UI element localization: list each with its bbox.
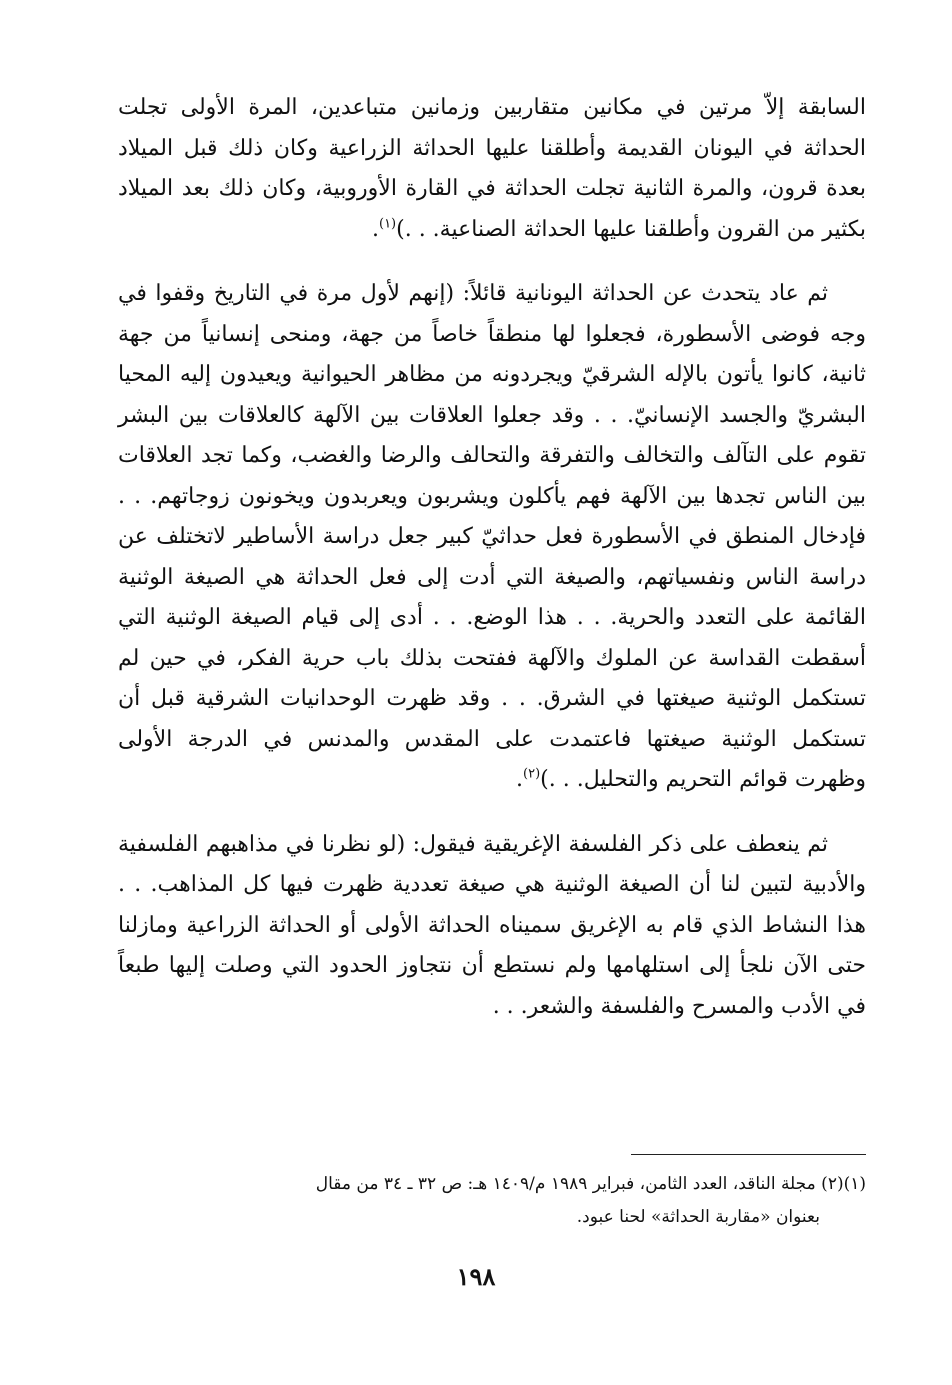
footnote-line: بعنوان «مقاربة الحداثة» لحنا عبود. — [576, 1207, 820, 1227]
paragraph-1 — [118, 88, 866, 250]
footnote-line: (١)(٢) مجلة الناقد، العدد الثامن، فبراير ١٩٨٩ م/١٤٠٩ هـ: ص ٣٢ ـ ٣٤ من مقال — [315, 1174, 866, 1194]
paragraph-text: السابقة إلاّ مرتين في مكانين متقاربين وزمانين متباعدين، المرة الأولى تجلت الحداثة في اليونان القديمة وأطلقنا عليها الحداثة الزراعية وكان ذلك قبل الميلاد بعدة قرون، والمرة الثانية تجلت الحداثة في القارة الأوروبية، وكان ذلك بعد الميلاد بكثير من القرون وأطلقنا عليها الحداثة الصناعية. . .) — [118, 95, 866, 242]
footnote — [116, 1168, 866, 1234]
footnote-divider — [631, 1154, 866, 1155]
paragraph-2 — [118, 274, 866, 801]
paragraph-end: . — [371, 216, 379, 242]
paragraph-3 — [118, 825, 866, 1028]
main-text — [118, 88, 866, 1051]
footnote-reference: (١) — [378, 216, 397, 232]
paragraph-text: ثم ينعطف على ذكر الفلسفة الإغريقية فيقول: (لو نظرنا في مذاهبهم الفلسفية والأدبية لتبين لنا أن الصيغة الوثنية هي صيغة تعددية ظهرت فيها كل المذاهب. . . هذا النشاط الذي قام به الإغريق سميناه الحداثة الأولى أو الحداثة الزراعية ومازلنا حتى الآن نلجأ إلى استلهامها ولم نستطع أن نتجاوز الحدود التي وصلت إليها طبعاً في الأدب والمسرح والفلسفة والشعر. . . — [118, 831, 866, 1019]
page-number: ١٩٨ — [456, 1262, 496, 1291]
paragraph-end: . — [516, 767, 524, 792]
paragraph-text: ثم عاد يتحدث عن الحداثة اليونانية قائلاً: (إنهم لأول مرة في التاريخ وقفوا في وجه فوضى الأسطورة، فجعلوا لها منطقاً خاصاً من جهة، ومنحى إنسانياً من جهة ثانية، كانوا يأتون بالإله الشرقيّ ويجردونه من مظاهر الحيوانية ويعيدون إليه المحيا البشريّ والجسد الإنسانيّ. . . وقد جعلوا العلاقات بين الآلهة كالعلاقات بين البشر تقوم على التآلف والتخالف والتفرقة والتحالف والرضا والغضب، وكما تجد العلاقات بين الناس تجدها بين الآلهة فهم يأكلون ويشربون ويعربدون ويخونون زوجاتهم. . . فإدخال المنطق في الأسطورة فعل حداثيّ كبير جعل دراسة الأساطير لاتختلف عن دراسة الناس ونفسياتهم، والصيغة التي أدت إلى فعل الحداثة هي الصيغة الوثنية القائمة على التعدد والحرية. . . هذا الوضع. . . أدى إلى قيام الصيغة الوثنية التي أسقطت القداسة عن الملوك والآلهة ففتحت بذلك باب حرية الفكر، في حين لم تستكمل الوثنية صيغتها في الشرق. . . وقد ظهرت الوحدانيات الشرقية قبل أن تستكمل الوثنية صيغتها فاعتمدت على المقدس والمدنس في الدرجة الأولى وظهرت قوائم التحريم والتحليل. . .) — [118, 281, 866, 792]
footnote-reference: (٢) — [523, 766, 541, 782]
